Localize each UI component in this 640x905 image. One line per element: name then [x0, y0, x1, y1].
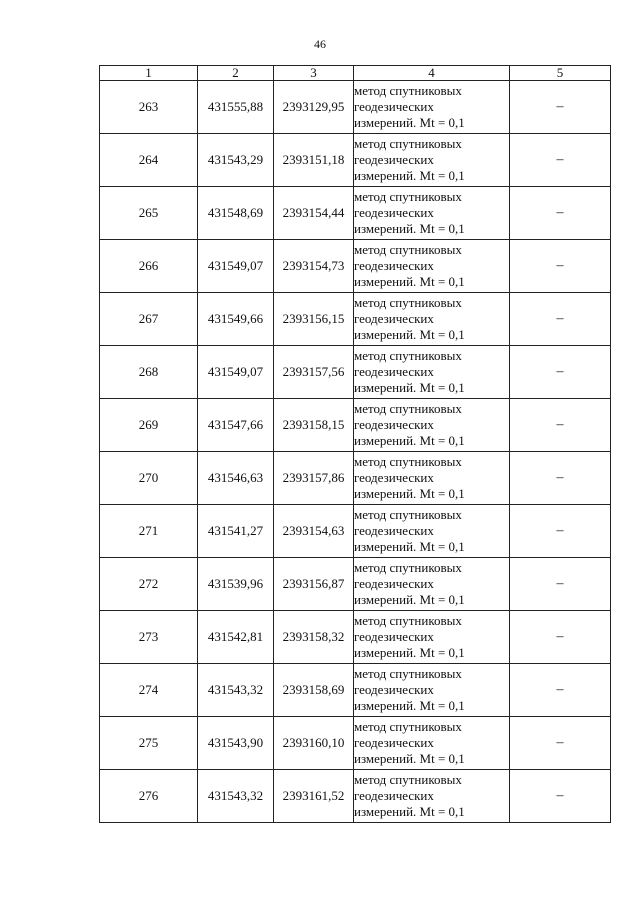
method-text-line: геодезических	[354, 682, 434, 697]
method-text-line: измерений. Mt = 0,1	[354, 698, 465, 713]
y-coordinate-cell: 2393151,18	[274, 134, 354, 187]
table-row	[100, 293, 611, 346]
x-coordinate-cell: 431549,66	[198, 293, 274, 346]
point-number-cell: 272	[100, 558, 198, 611]
x-coordinate-cell: 431547,66	[198, 399, 274, 452]
point-number-cell: 265	[100, 187, 198, 240]
method-cell	[354, 770, 510, 823]
method-cell	[354, 664, 510, 717]
method-text-line: метод спутниковых	[354, 719, 462, 734]
method-text-line: измерений. Mt = 0,1	[354, 380, 465, 395]
note-cell: –	[510, 452, 611, 505]
y-coordinate-cell: 2393156,87	[274, 558, 354, 611]
table-row	[100, 81, 611, 134]
point-number-cell: 264	[100, 134, 198, 187]
method-text-line: измерений. Mt = 0,1	[354, 592, 465, 607]
point-number-cell: 273	[100, 611, 198, 664]
x-coordinate-cell: 431543,32	[198, 770, 274, 823]
method-text-line: метод спутниковых	[354, 136, 462, 151]
note-cell: –	[510, 134, 611, 187]
method-cell	[354, 293, 510, 346]
method-text-line: измерений. Mt = 0,1	[354, 486, 465, 501]
point-number-cell: 267	[100, 293, 198, 346]
method-cell	[354, 240, 510, 293]
note-cell: –	[510, 717, 611, 770]
method-text-line: геодезических	[354, 311, 434, 326]
table-row	[100, 558, 611, 611]
y-coordinate-cell: 2393158,32	[274, 611, 354, 664]
method-text-line: измерений. Mt = 0,1	[354, 804, 465, 819]
method-text-line: геодезических	[354, 364, 434, 379]
header-row	[100, 66, 611, 81]
note-cell: –	[510, 346, 611, 399]
x-coordinate-cell: 431546,63	[198, 452, 274, 505]
method-text-line: измерений. Mt = 0,1	[354, 115, 465, 130]
point-number-cell: 268	[100, 346, 198, 399]
method-cell	[354, 505, 510, 558]
table-row	[100, 346, 611, 399]
method-text-line: метод спутниковых	[354, 348, 462, 363]
coordinates-table	[99, 65, 611, 823]
note-cell: –	[510, 770, 611, 823]
table-row	[100, 505, 611, 558]
point-number-cell: 270	[100, 452, 198, 505]
note-cell: –	[510, 293, 611, 346]
table-row	[100, 134, 611, 187]
method-text-line: метод спутниковых	[354, 560, 462, 575]
y-coordinate-cell: 2393129,95	[274, 81, 354, 134]
method-text-line: геодезических	[354, 99, 434, 114]
note-cell: –	[510, 664, 611, 717]
method-text-line: геодезических	[354, 152, 434, 167]
point-number-cell: 275	[100, 717, 198, 770]
method-cell	[354, 81, 510, 134]
method-text-line: метод спутниковых	[354, 613, 462, 628]
method-text-line: геодезических	[354, 417, 434, 432]
table-body	[100, 81, 611, 823]
method-text-line: метод спутниковых	[354, 507, 462, 522]
method-cell	[354, 346, 510, 399]
table-row	[100, 187, 611, 240]
table-row	[100, 452, 611, 505]
x-coordinate-cell: 431548,69	[198, 187, 274, 240]
method-cell	[354, 399, 510, 452]
method-text-line: метод спутниковых	[354, 772, 462, 787]
note-cell: –	[510, 399, 611, 452]
y-coordinate-cell: 2393154,63	[274, 505, 354, 558]
page-number: 46	[314, 37, 326, 51]
method-text-line: геодезических	[354, 576, 434, 591]
method-cell	[354, 187, 510, 240]
table-row	[100, 240, 611, 293]
method-text-line: измерений. Mt = 0,1	[354, 539, 465, 554]
x-coordinate-cell: 431543,90	[198, 717, 274, 770]
method-text-line: метод спутниковых	[354, 189, 462, 204]
y-coordinate-cell: 2393154,44	[274, 187, 354, 240]
table-row	[100, 399, 611, 452]
point-number-cell: 266	[100, 240, 198, 293]
method-cell	[354, 558, 510, 611]
x-coordinate-cell: 431543,29	[198, 134, 274, 187]
x-coordinate-cell: 431539,96	[198, 558, 274, 611]
point-number-cell: 263	[100, 81, 198, 134]
x-coordinate-cell: 431549,07	[198, 346, 274, 399]
method-text-line: метод спутниковых	[354, 666, 462, 681]
y-coordinate-cell: 2393160,10	[274, 717, 354, 770]
method-text-line: измерений. Mt = 0,1	[354, 751, 465, 766]
method-text-line: измерений. Mt = 0,1	[354, 645, 465, 660]
method-text-line: метод спутниковых	[354, 454, 462, 469]
method-text-line: измерений. Mt = 0,1	[354, 274, 465, 289]
method-text-line: измерений. Mt = 0,1	[354, 168, 465, 183]
note-cell: –	[510, 611, 611, 664]
note-cell: –	[510, 187, 611, 240]
x-coordinate-cell: 431543,32	[198, 664, 274, 717]
x-coordinate-cell: 431555,88	[198, 81, 274, 134]
method-text-line: геодезических	[354, 523, 434, 538]
column-header-1: 1	[100, 66, 198, 81]
method-cell	[354, 134, 510, 187]
point-number-cell: 269	[100, 399, 198, 452]
point-number-cell: 276	[100, 770, 198, 823]
column-header-3: 3	[274, 66, 354, 81]
table-row	[100, 664, 611, 717]
y-coordinate-cell: 2393161,52	[274, 770, 354, 823]
column-header-4: 4	[354, 66, 510, 81]
method-cell	[354, 452, 510, 505]
point-number-cell: 274	[100, 664, 198, 717]
method-text-line: геодезических	[354, 205, 434, 220]
note-cell: –	[510, 558, 611, 611]
method-text-line: метод спутниковых	[354, 295, 462, 310]
method-text-line: измерений. Mt = 0,1	[354, 327, 465, 342]
method-text-line: геодезических	[354, 788, 434, 803]
method-text-line: измерений. Mt = 0,1	[354, 433, 465, 448]
method-text-line: геодезических	[354, 735, 434, 750]
method-text-line: геодезических	[354, 258, 434, 273]
method-text-line: метод спутниковых	[354, 401, 462, 416]
table-row	[100, 770, 611, 823]
method-text-line: метод спутниковых	[354, 242, 462, 257]
y-coordinate-cell: 2393157,86	[274, 452, 354, 505]
y-coordinate-cell: 2393158,15	[274, 399, 354, 452]
method-text-line: метод спутниковых	[354, 83, 462, 98]
note-cell: –	[510, 81, 611, 134]
y-coordinate-cell: 2393158,69	[274, 664, 354, 717]
column-header-2: 2	[198, 66, 274, 81]
point-number-cell: 271	[100, 505, 198, 558]
method-cell	[354, 611, 510, 664]
x-coordinate-cell: 431541,27	[198, 505, 274, 558]
table-row	[100, 717, 611, 770]
note-cell: –	[510, 505, 611, 558]
method-text-line: геодезических	[354, 629, 434, 644]
x-coordinate-cell: 431549,07	[198, 240, 274, 293]
column-header-5: 5	[510, 66, 611, 81]
x-coordinate-cell: 431542,81	[198, 611, 274, 664]
table-row	[100, 611, 611, 664]
method-text-line: геодезических	[354, 470, 434, 485]
method-text-line: измерений. Mt = 0,1	[354, 221, 465, 236]
note-cell: –	[510, 240, 611, 293]
method-cell	[354, 717, 510, 770]
y-coordinate-cell: 2393156,15	[274, 293, 354, 346]
y-coordinate-cell: 2393157,56	[274, 346, 354, 399]
y-coordinate-cell: 2393154,73	[274, 240, 354, 293]
